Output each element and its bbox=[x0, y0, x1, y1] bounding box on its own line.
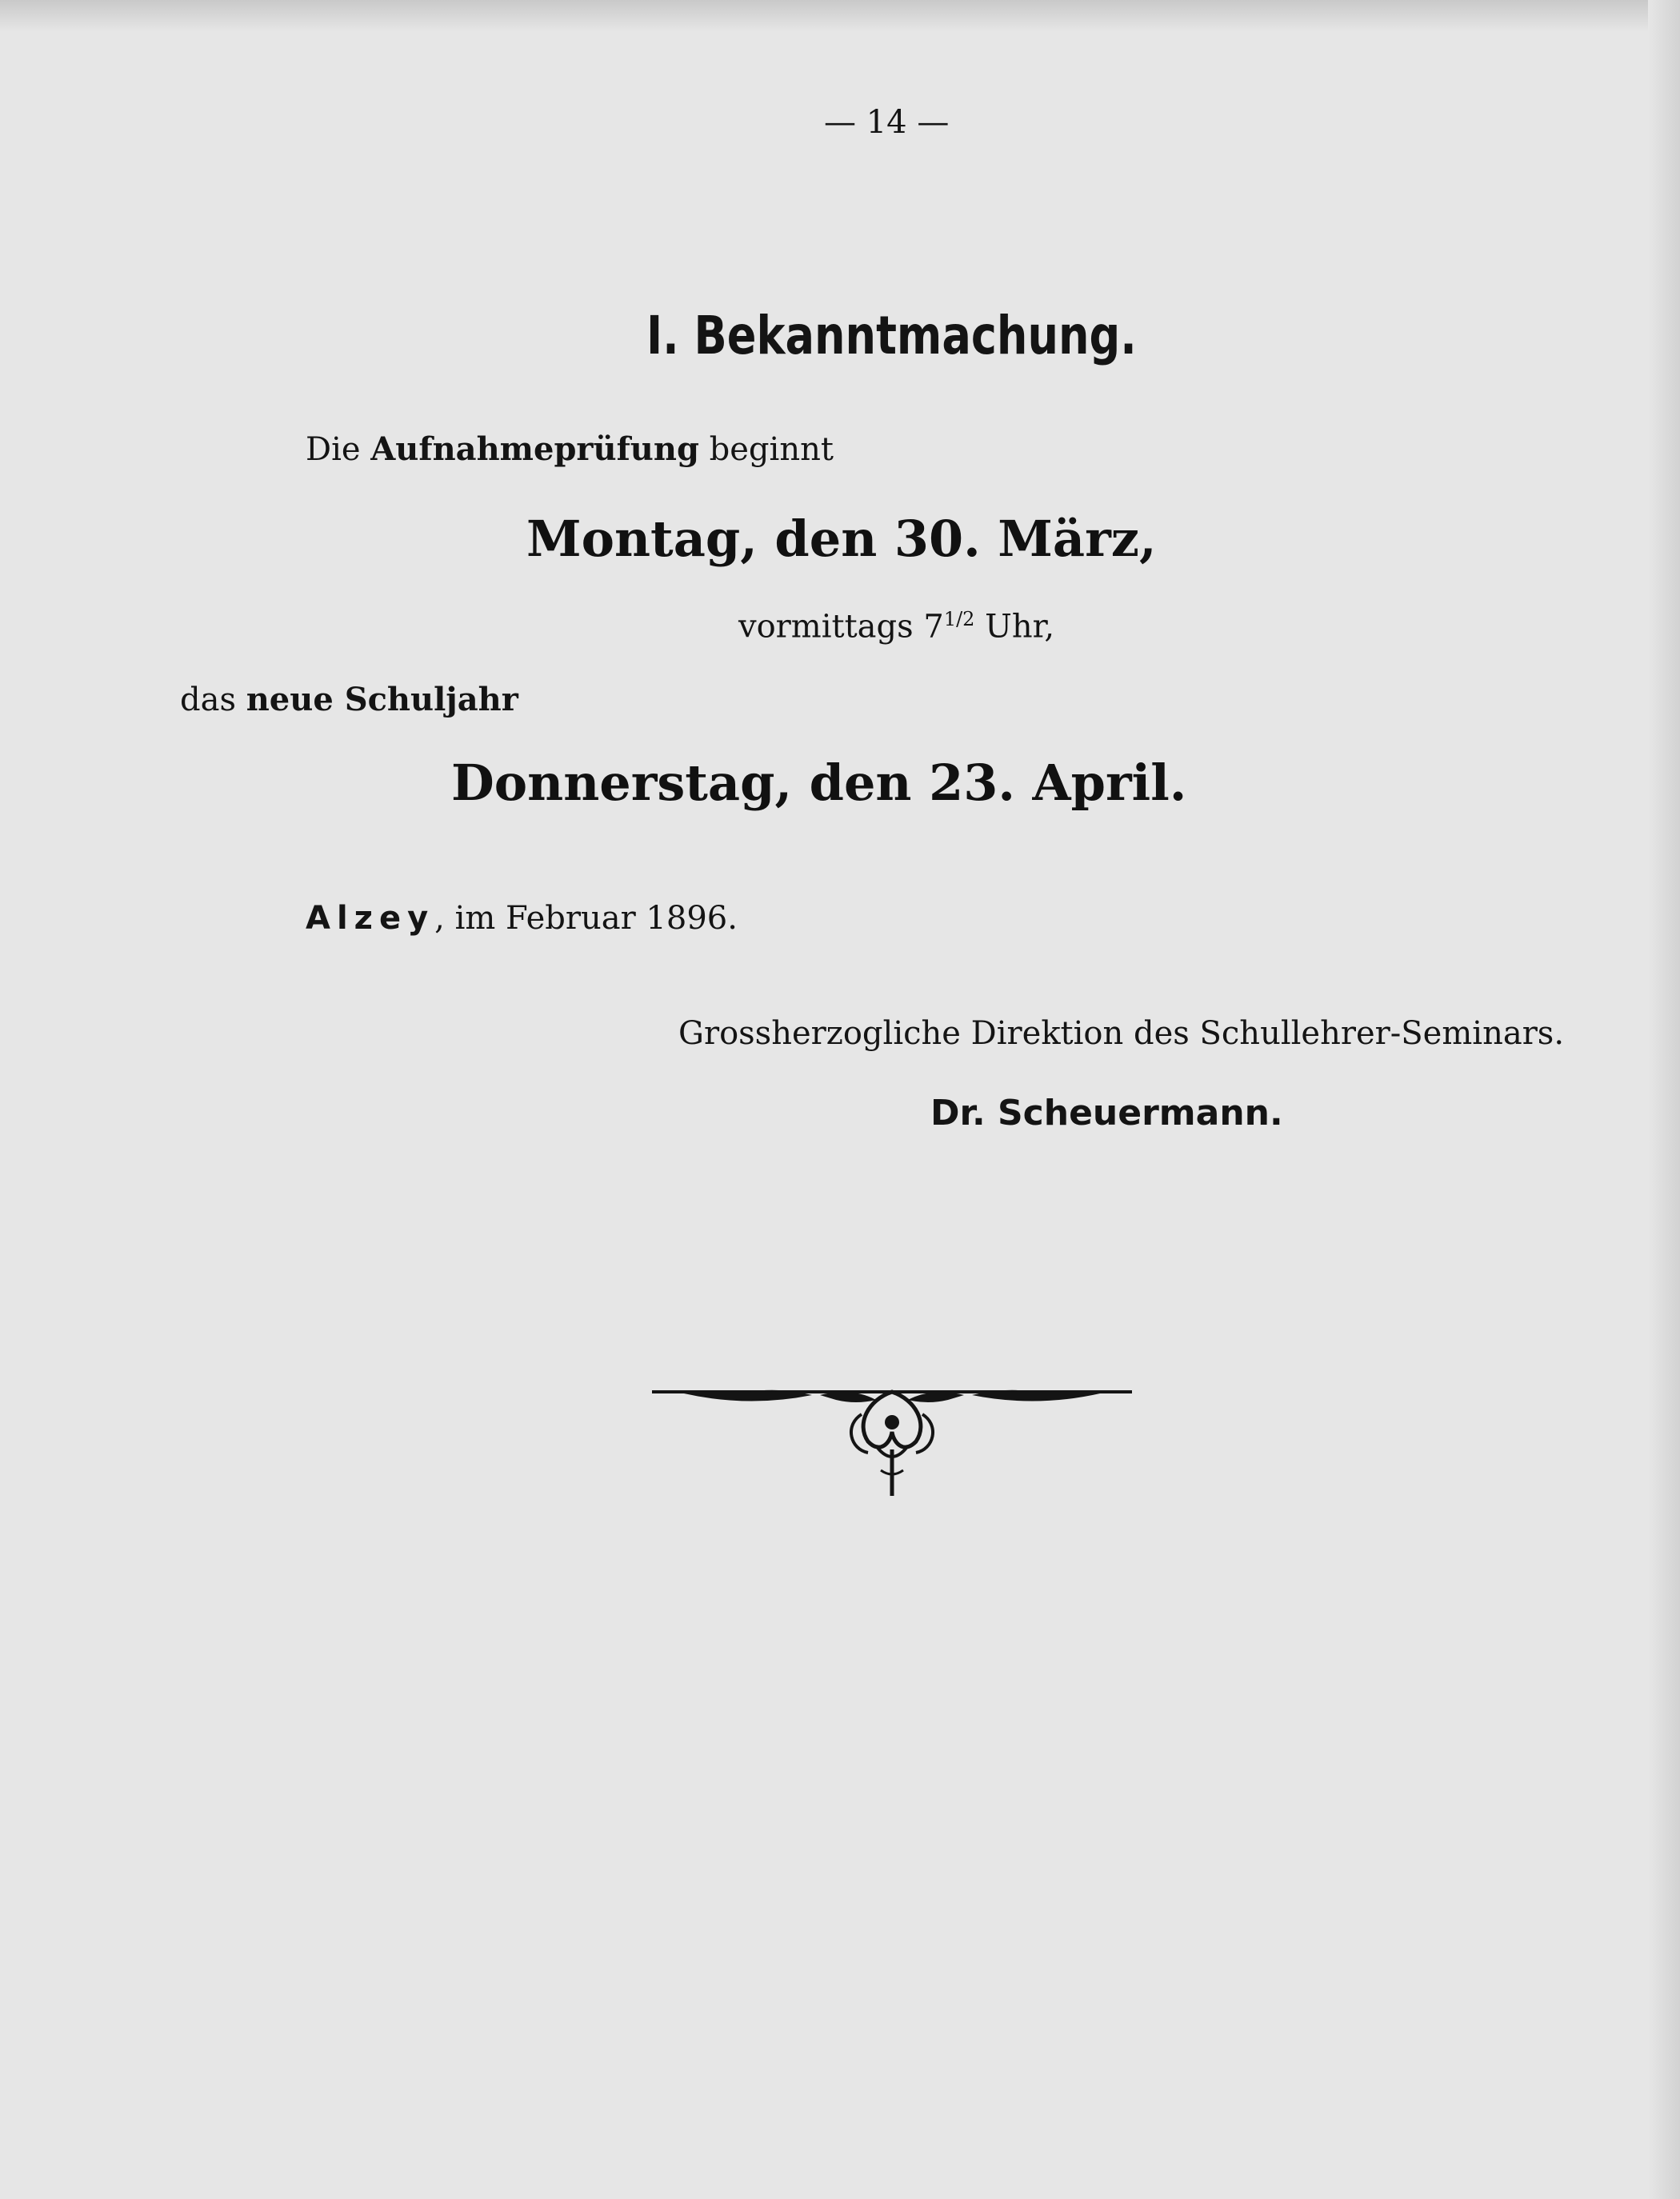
page-shadow-right bbox=[1648, 0, 1680, 2199]
signature: Dr. Scheuermann. bbox=[930, 1093, 1283, 1133]
school-year-intro-line bbox=[180, 681, 518, 718]
school-year-term: neue Schuljahr bbox=[246, 681, 518, 718]
issue-date: , im Februar 1896. bbox=[434, 900, 738, 937]
exam-intro-line bbox=[306, 430, 834, 468]
exam-term: Aufnahmeprüfung bbox=[370, 430, 699, 468]
place-name: Alzey bbox=[306, 900, 435, 937]
school-year-prefix: das bbox=[180, 682, 236, 718]
exam-time-suffix: Uhr, bbox=[974, 608, 1055, 646]
exam-time-prefix: vormittags 7 bbox=[738, 608, 944, 646]
exam-time-fraction: 1/2 bbox=[943, 608, 975, 630]
place-date-line bbox=[306, 900, 738, 937]
exam-time bbox=[738, 608, 1055, 646]
issuing-authority: Grossherzogliche Direktion des Schullehrer-Seminars. bbox=[678, 1015, 1565, 1052]
ornamental-divider-icon bbox=[652, 1376, 1132, 1512]
school-year-date: Donnerstag, den 23. April. bbox=[451, 754, 1187, 812]
exam-date: Montag, den 30. März, bbox=[526, 510, 1157, 568]
page-shadow-top bbox=[0, 0, 1680, 32]
page-number: — 14 — bbox=[824, 104, 950, 141]
page-title: I. Bekanntmachung. bbox=[646, 305, 1137, 366]
exam-verb: beginnt bbox=[709, 431, 834, 468]
exam-prefix: Die bbox=[306, 431, 361, 468]
